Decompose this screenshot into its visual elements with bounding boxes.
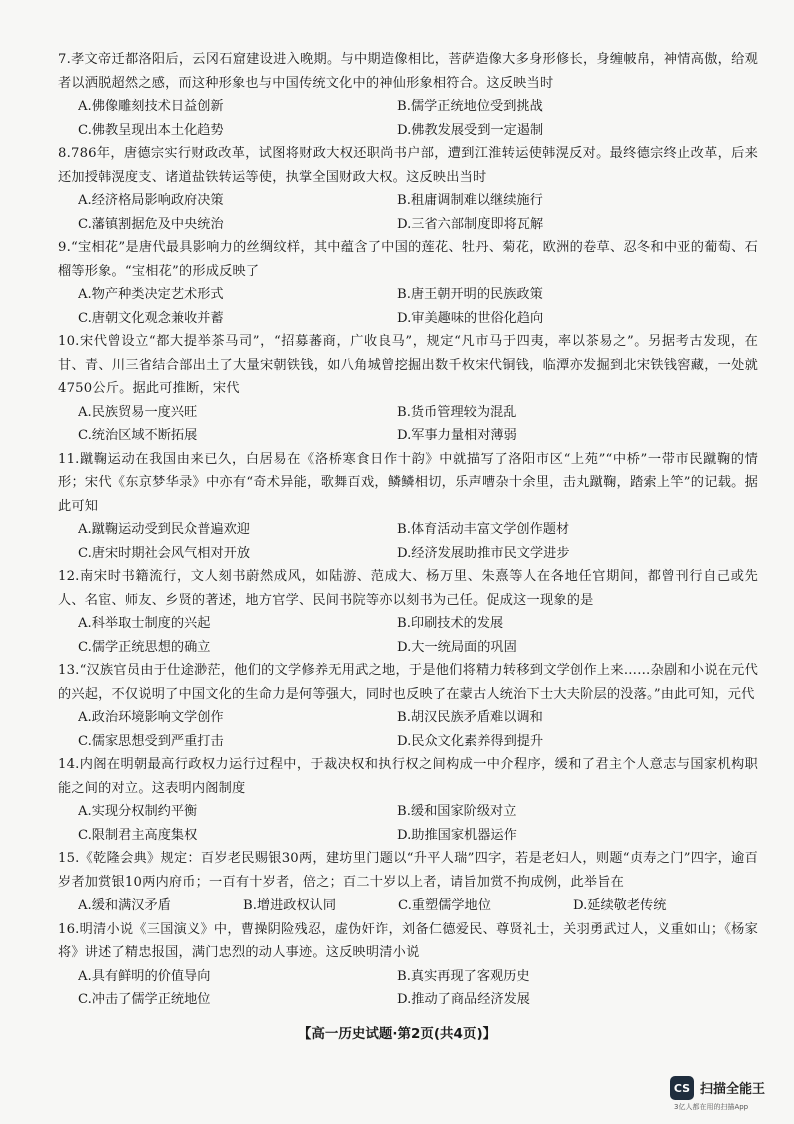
exam-page xyxy=(58,48,758,1012)
answer-option: C.冲击了儒学正统地位 xyxy=(78,992,211,1007)
option-list xyxy=(58,894,758,918)
answer-option: B.唐王朝开明的民族政策 xyxy=(397,287,543,302)
answer-option: D.助推国家机器运作 xyxy=(397,827,517,843)
option-list xyxy=(58,706,758,753)
answer-option: A.实现分权制约平衡 xyxy=(78,804,198,819)
question-stem: 10.宋代曾设立“都大提举茶马司”，“招募蕃商，广收良马”，规定“凡市马于四夷，率以茶易之”。另据考古发现，在甘、青、川三省结合部出土了大量宋朝铁钱，如八角城曾挖掘出数千枚宋代铜钱，临潭亦发掘到北宋铁钱窖藏，一处就4750公斤。据此可推断，宋代 xyxy=(58,334,758,396)
answer-option: B.印刷技术的发展 xyxy=(397,616,504,631)
question-stem: 16.明清小说《三国演义》中，曹操阴险残忍，虚伪奸诈，刘备仁德爱民、尊贤礼士，关羽勇武过人，义重如山；《杨家将》讲述了精忠报国，满门忠烈的动人事迹。这反映明清小说 xyxy=(58,921,758,960)
question-block xyxy=(58,847,758,918)
answer-option: C.儒学正统思想的确立 xyxy=(78,639,211,655)
scanner-tagline: 3亿人都在用的扫描App xyxy=(674,1103,749,1111)
scanner-name: 扫描全能王 xyxy=(700,1082,766,1097)
answer-option: B.货币管理较为混乱 xyxy=(397,404,517,420)
option-list xyxy=(58,518,758,565)
answer-option: A.物产种类决定艺术形式 xyxy=(78,287,224,302)
scanner-watermark xyxy=(670,1072,782,1116)
question-block xyxy=(58,142,758,236)
answer-option: D.三省六部制度即将瓦解 xyxy=(397,216,544,232)
answer-option: B.儒学正统地位受到挑战 xyxy=(397,99,543,114)
answer-option: A.佛像雕刻技术日益创新 xyxy=(78,99,224,114)
option-list xyxy=(58,95,758,142)
page-footer: 【高一历史试题·第2页(共4页)】 xyxy=(297,1026,497,1042)
answer-option: D.大一统局面的巩固 xyxy=(397,639,517,655)
answer-option: C.唐朝文化观念兼收并蓄 xyxy=(78,310,224,326)
question-block xyxy=(58,918,758,1012)
option-list xyxy=(58,189,758,236)
answer-option: B.增进政权认同 xyxy=(243,898,337,913)
option-list xyxy=(58,965,758,1012)
option-list xyxy=(58,401,758,448)
scanner-logo-icon: CS xyxy=(670,1076,694,1100)
answer-option: C.重塑儒学地位 xyxy=(398,898,491,913)
question-block xyxy=(58,236,758,330)
answer-option: C.唐宋时期社会风气相对开放 xyxy=(78,545,251,561)
answer-option: A.政治环境影响文学创作 xyxy=(78,710,224,725)
question-stem: 14.内阁在明朝最高行政权力运行过程中，于裁决权和执行权之间构成一中介程序，缓和了君主个人意志与国家机构职能之间的对立。这表明内阁制度 xyxy=(58,757,758,796)
answer-option: A.经济格局影响政府决策 xyxy=(78,193,224,208)
option-list xyxy=(58,800,758,847)
question-block xyxy=(58,659,758,753)
answer-option: D.佛教发展受到一定遏制 xyxy=(397,122,544,138)
question-stem: 11.蹴鞠运动在我国由来已久，白居易在《洛桥寒食日作十韵》中就描写了洛阳市区“上苑”“中桥”一带市民蹴鞠的情形；宋代《东京梦华录》中亦有“奇术异能，歌舞百戏，鳞鳞相切，乐声嘈杂十余里，击丸蹴鞠，踏索上竿”的记载。据此可知 xyxy=(58,451,758,514)
answer-option: C.藩镇割据危及中央统治 xyxy=(78,216,224,232)
answer-option: D.推动了商品经济发展 xyxy=(397,992,530,1007)
answer-option: D.军事力量相对薄弱 xyxy=(397,428,517,443)
option-list xyxy=(58,612,758,659)
answer-option: C.佛教呈现出本土化趋势 xyxy=(78,122,224,138)
question-stem: 7.孝文帝迁都洛阳后，云冈石窟建设进入晚期。与中期造像相比，菩萨造像大多身形修长，身缠帔帛，神情高傲，给观者以洒脱超然之感，而这种形象也与中国传统文化中的神仙形象相符合。这反映当时 xyxy=(58,52,758,91)
question-stem: 9.“宝相花”是唐代最具影响力的丝绸纹样，其中蕴含了中国的莲花、牡丹、菊花，欧洲的卷草、忍冬和中亚的葡萄、石榴等形象。“宝相花”的形成反映了 xyxy=(58,240,758,279)
question-stem: 15.《乾隆会典》规定：百岁老民赐银30两，建坊里门题以“升平人瑞”四字，若是老妇人，则题“贞寿之门”四字，逾百岁者加赏银10两内府币；一百有十岁者，倍之；百二十岁以上者，请旨加赏不拘成例，此举旨在 xyxy=(58,851,758,890)
answer-option: A.蹴鞠运动受到民众普遍欢迎 xyxy=(78,522,250,537)
answer-option: B.缓和国家阶级对立 xyxy=(397,804,517,819)
answer-option: A.民族贸易一度兴旺 xyxy=(78,404,198,420)
answer-option: D.延续敬老传统 xyxy=(573,898,667,913)
answer-option: C.儒家思想受到严重打击 xyxy=(78,733,224,749)
question-stem: 8.786年，唐德宗实行财政改革，试图将财政大权还职尚书户部，遭到江淮转运使韩滉反对。最终德宗终止改革，后来还加授韩滉度支、诸道盐铁转运等使，执掌全国财政大权。这反映出当时 xyxy=(58,146,758,185)
answer-option: B.体育活动丰富文学创作题材 xyxy=(397,522,570,537)
option-list xyxy=(58,283,758,330)
answer-option: B.胡汉民族矛盾难以调和 xyxy=(397,710,543,725)
answer-option: C.统治区域不断拓展 xyxy=(78,428,198,443)
answer-option: D.审美趣味的世俗化趋向 xyxy=(397,310,544,326)
question-block xyxy=(58,330,758,448)
question-stem: 13.“汉族官员由于仕途渺茫，他们的文学修养无用武之地，于是他们将精力转移到文学创作上来……杂剧和小说在元代的兴起，不仅说明了中国文化的生命力是何等强大，同时也反映了在蒙古人统治下士大夫阶层的没落。”由此可知，元代 xyxy=(58,663,758,702)
answer-option: B.租庸调制难以继续施行 xyxy=(397,193,543,208)
question-block xyxy=(58,448,758,566)
answer-option: C.限制君主高度集权 xyxy=(78,827,198,843)
question-stem: 12.南宋时书籍流行，文人刻书蔚然成风，如陆游、范成大、杨万里、朱熹等人在各地任官期间，都曾刊行自己或先人、名宦、师友、乡贤的著述，地方官学、民间书院等亦以刻书为己任。促成这一现象的是 xyxy=(58,569,758,608)
question-block xyxy=(58,565,758,659)
question-block xyxy=(58,753,758,847)
answer-option: A.缓和满汉矛盾 xyxy=(78,898,171,913)
answer-option: A.科举取士制度的兴起 xyxy=(78,616,211,631)
answer-option: D.民众文化素养得到提升 xyxy=(397,733,544,749)
question-block xyxy=(58,48,758,142)
answer-option: B.真实再现了客观历史 xyxy=(397,968,530,984)
answer-option: A.具有鲜明的价值导向 xyxy=(78,968,211,984)
answer-option: D.经济发展助推市民文学进步 xyxy=(397,545,570,561)
